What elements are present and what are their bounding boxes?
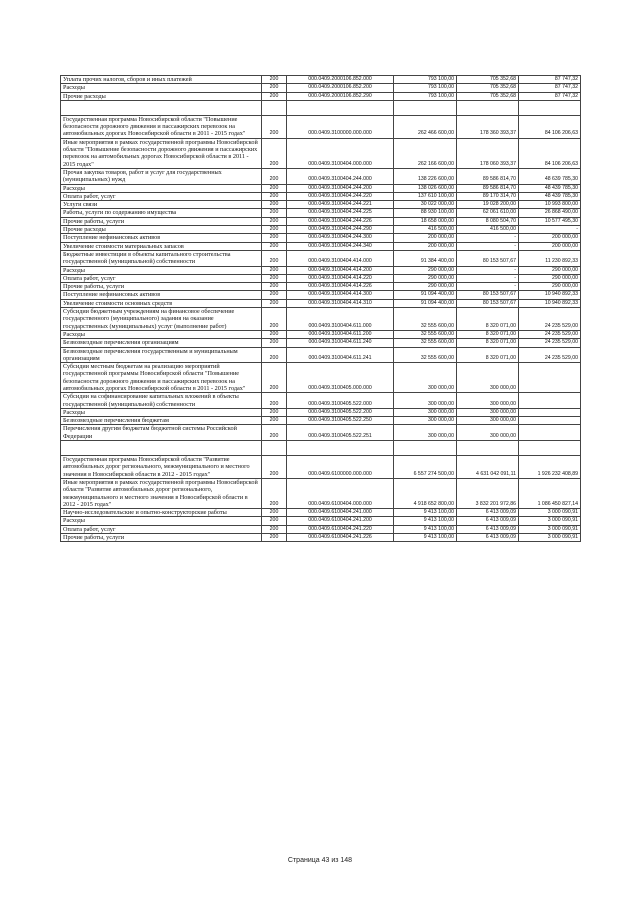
table-row: [61, 339, 581, 347]
row-amount-3-cell: 3 000 090,91: [519, 509, 581, 517]
row-amount-1-cell: 9 413 100,00: [394, 525, 457, 533]
row-amount-2-cell: -: [457, 242, 519, 250]
row-name-cell: Расходы: [61, 517, 262, 525]
row-amount-1-cell: 200 000,00: [394, 242, 457, 250]
row-amount-2-cell: 80 153 507,67: [457, 299, 519, 307]
row-amount-3-cell: 24 235 529,00: [519, 330, 581, 338]
row-code-cell: 000.0409.3100404.414.000: [287, 250, 394, 266]
row-kvsr-cell: 200: [262, 92, 287, 100]
row-amount-1-cell: 300 000,00: [394, 425, 457, 441]
row-name-cell: Безвозмездные перечисления бюджетам: [61, 417, 262, 425]
row-amount-2-cell: 89 586 814,70: [457, 184, 519, 192]
row-code-cell: 000.0409.3100404.244.200: [287, 184, 394, 192]
row-amount-2-cell: 3 832 201 972,86: [457, 478, 519, 508]
row-amount-2-cell: -: [457, 274, 519, 282]
row-amount-3-cell: [519, 100, 581, 115]
row-kvsr-cell: 200: [262, 115, 287, 138]
row-kvsr-cell: 200: [262, 299, 287, 307]
table-row: [61, 408, 581, 416]
row-kvsr-cell: 200: [262, 347, 287, 363]
row-name-cell: Прочие работы, услуги: [61, 217, 262, 225]
row-name-cell: Государственная программа Новосибирской области "Повышение безопасности дорожного движения и пассажирских перевозок на автомобильных дорогах Новосибирской области в 2011 - 2015 годах": [61, 115, 262, 138]
row-kvsr-cell: 200: [262, 184, 287, 192]
row-code-cell: 000.0409.6100000.000.000: [287, 456, 394, 479]
row-kvsr-cell: 200: [262, 283, 287, 291]
table-row: [61, 138, 581, 168]
row-amount-3-cell: 26 868 490,00: [519, 209, 581, 217]
row-name-cell: Расходы: [61, 408, 262, 416]
row-code-cell: 000.0409.2000106.852.290: [287, 92, 394, 100]
table-row: [61, 534, 581, 542]
row-name-cell: Субсидии бюджетным учреждениям на финансовое обеспечение государственного (муниципального) задания на оказание государственных (муниципальных) услуг (выполнение работ): [61, 308, 262, 331]
row-name-cell: Увеличение стоимости основных средств: [61, 299, 262, 307]
table-row: [61, 209, 581, 217]
row-amount-1-cell: 416 500,00: [394, 226, 457, 234]
row-amount-3-cell: 1 926 232 408,89: [519, 456, 581, 479]
row-kvsr-cell: 200: [262, 478, 287, 508]
row-amount-1-cell: 4 918 652 800,00: [394, 478, 457, 508]
row-amount-2-cell: -: [457, 234, 519, 242]
table-row: [61, 266, 581, 274]
row-name-cell: Оплата работ, услуг: [61, 274, 262, 282]
row-amount-2-cell: 705 352,68: [457, 84, 519, 92]
row-amount-1-cell: 32 555 600,00: [394, 339, 457, 347]
row-name-cell: Безвозмездные перечисления государственным и муниципальным организациям: [61, 347, 262, 363]
row-name-cell: Прочая закупка товаров, работ и услуг для государственных (муниципальных) нужд: [61, 168, 262, 184]
table-row: [61, 478, 581, 508]
table-row: [61, 274, 581, 282]
budget-table: [60, 75, 581, 542]
row-kvsr-cell: 200: [262, 330, 287, 338]
row-code-cell: 000.0409.3100404.244.000: [287, 168, 394, 184]
row-amount-1-cell: 91 094 400,00: [394, 299, 457, 307]
row-name-cell: [61, 100, 262, 115]
table-row: [61, 115, 581, 138]
row-amount-1-cell: 290 000,00: [394, 283, 457, 291]
table-row: [61, 234, 581, 242]
row-kvsr-cell: 200: [262, 534, 287, 542]
row-amount-1-cell: 32 555 600,00: [394, 347, 457, 363]
budget-table-body: [61, 76, 581, 542]
row-amount-2-cell: 6 413 009,09: [457, 534, 519, 542]
row-amount-3-cell: 1 086 450 827,14: [519, 478, 581, 508]
table-row: [61, 192, 581, 200]
row-code-cell: 000.0409.3100404.000.000: [287, 138, 394, 168]
row-code-cell: 000.0409.2000106.852.000: [287, 76, 394, 84]
row-amount-1-cell: 262 166 600,00: [394, 138, 457, 168]
table-row: [61, 441, 581, 456]
row-code-cell: 000.0409.6100404.241.220: [287, 525, 394, 533]
row-amount-2-cell: 300 000,00: [457, 408, 519, 416]
row-amount-2-cell: 705 352,68: [457, 76, 519, 84]
row-code-cell: 000.0409.3100404.244.226: [287, 217, 394, 225]
row-amount-2-cell: 62 061 610,00: [457, 209, 519, 217]
row-name-cell: Государственная программа Новосибирской области "Развитие автомобильных дорог регионального, межмуниципального и местного значения в Новосибирской области в 2012 - 2015 годах": [61, 456, 262, 479]
row-amount-2-cell: 80 153 507,67: [457, 250, 519, 266]
row-amount-2-cell: 178 060 393,37: [457, 138, 519, 168]
row-amount-2-cell: 6 413 009,09: [457, 517, 519, 525]
row-amount-3-cell: 200 000,00: [519, 234, 581, 242]
row-amount-2-cell: 300 000,00: [457, 363, 519, 393]
row-amount-1-cell: 138 226 600,00: [394, 168, 457, 184]
row-amount-3-cell: 200 000,00: [519, 242, 581, 250]
row-amount-1-cell: 30 022 000,00: [394, 201, 457, 209]
row-amount-3-cell: 48 439 785,30: [519, 184, 581, 192]
row-name-cell: [61, 441, 262, 456]
table-row: [61, 393, 581, 409]
row-amount-1-cell: 138 026 600,00: [394, 184, 457, 192]
table-row: [61, 417, 581, 425]
row-name-cell: Поступление нефинансовых активов: [61, 291, 262, 299]
row-kvsr-cell: 200: [262, 456, 287, 479]
table-row: [61, 250, 581, 266]
table-row: [61, 330, 581, 338]
row-code-cell: 000.0409.3100404.414.226: [287, 283, 394, 291]
row-amount-1-cell: 6 557 274 500,00: [394, 456, 457, 479]
row-amount-1-cell: 9 413 100,00: [394, 517, 457, 525]
row-name-cell: Безвозмездные перечисления организациям: [61, 339, 262, 347]
row-code-cell: 000.0409.3100404.414.200: [287, 266, 394, 274]
row-amount-3-cell: [519, 408, 581, 416]
row-amount-2-cell: 8 320 071,00: [457, 347, 519, 363]
row-code-cell: 000.0409.3100404.611.240: [287, 339, 394, 347]
row-name-cell: Иные мероприятия в рамках государственной программы Новосибирской области "Повышение безопасности дорожного движения и пассажирских перевозок на автомобильных дорогах Новосибирской области в 2011 - 2015 годах": [61, 138, 262, 168]
row-amount-3-cell: 84 106 206,63: [519, 115, 581, 138]
row-code-cell: 000.0409.3100404.414.220: [287, 274, 394, 282]
row-amount-3-cell: [519, 363, 581, 393]
row-name-cell: Расходы: [61, 266, 262, 274]
table-row: [61, 217, 581, 225]
row-amount-1-cell: 9 413 100,00: [394, 509, 457, 517]
row-code-cell: 000.0409.3100405.522.250: [287, 417, 394, 425]
row-amount-3-cell: 290 000,00: [519, 283, 581, 291]
row-kvsr-cell: 200: [262, 266, 287, 274]
row-code-cell: 000.0409.3100404.611.200: [287, 330, 394, 338]
row-code-cell: 000.0409.3100404.244.221: [287, 201, 394, 209]
row-amount-2-cell: 89 586 814,70: [457, 168, 519, 184]
row-code-cell: 000.0409.3100405.522.200: [287, 408, 394, 416]
row-name-cell: Субсидии местным бюджетам на реализацию мероприятий государственной программы Новосибирской области "Повышение безопасности дорожного движения и пассажирских перевозок на автомобильных дорогах Новосибирской области в 2011 - 2015 годах": [61, 363, 262, 393]
row-amount-3-cell: 290 000,00: [519, 274, 581, 282]
row-amount-2-cell: 300 000,00: [457, 417, 519, 425]
row-amount-2-cell: -: [457, 283, 519, 291]
row-kvsr-cell: 200: [262, 217, 287, 225]
row-amount-2-cell: 416 500,00: [457, 226, 519, 234]
table-row: [61, 242, 581, 250]
row-kvsr-cell: 200: [262, 393, 287, 409]
table-row: [61, 425, 581, 441]
row-name-cell: Оплата работ, услуг: [61, 525, 262, 533]
row-code-cell: 000.0409.6100404.000.000: [287, 478, 394, 508]
row-kvsr-cell: 200: [262, 209, 287, 217]
row-kvsr-cell: 200: [262, 250, 287, 266]
row-amount-3-cell: 87 747,32: [519, 84, 581, 92]
row-code-cell: 000.0409.6100404.241.000: [287, 509, 394, 517]
row-code-cell: 000.0409.3100404.244.220: [287, 192, 394, 200]
row-kvsr-cell: 200: [262, 234, 287, 242]
row-amount-3-cell: 290 000,00: [519, 266, 581, 274]
row-amount-3-cell: 87 747,32: [519, 76, 581, 84]
row-name-cell: Поступление нефинансовых активов: [61, 234, 262, 242]
row-kvsr-cell: [262, 100, 287, 115]
row-kvsr-cell: 200: [262, 517, 287, 525]
row-kvsr-cell: 200: [262, 192, 287, 200]
row-amount-1-cell: 32 555 600,00: [394, 308, 457, 331]
table-row: [61, 291, 581, 299]
row-kvsr-cell: 200: [262, 509, 287, 517]
row-amount-1-cell: 300 000,00: [394, 417, 457, 425]
row-code-cell: 000.0409.3100405.522.251: [287, 425, 394, 441]
row-amount-3-cell: -: [519, 226, 581, 234]
row-amount-3-cell: 48 639 785,30: [519, 168, 581, 184]
table-row: [61, 517, 581, 525]
row-amount-1-cell: [394, 441, 457, 456]
row-amount-1-cell: 290 000,00: [394, 274, 457, 282]
row-name-cell: Расходы: [61, 330, 262, 338]
row-amount-3-cell: 48 439 785,30: [519, 192, 581, 200]
row-kvsr-cell: 200: [262, 274, 287, 282]
row-name-cell: Оплата работ, услуг: [61, 192, 262, 200]
row-amount-1-cell: 290 000,00: [394, 266, 457, 274]
row-amount-1-cell: 18 658 000,00: [394, 217, 457, 225]
row-name-cell: Иные мероприятия в рамках государственной программы Новосибирской области "Развитие автомобильных дорог регионального, межмуниципального и местного значения в Новосибирской области в 2012 - 2015 годах": [61, 478, 262, 508]
row-name-cell: Перечисления другим бюджетам бюджетной системы Российской Федерации: [61, 425, 262, 441]
row-name-cell: Увеличение стоимости материальных запасов: [61, 242, 262, 250]
row-amount-2-cell: 300 000,00: [457, 425, 519, 441]
row-kvsr-cell: [262, 441, 287, 456]
row-code-cell: 000.0409.3100405.000.000: [287, 363, 394, 393]
table-row: [61, 363, 581, 393]
row-kvsr-cell: 200: [262, 408, 287, 416]
table-row: [61, 168, 581, 184]
row-name-cell: Уплата прочих налогов, сборов и иных платежей: [61, 76, 262, 84]
row-code-cell: 000.0409.3100404.244.300: [287, 234, 394, 242]
row-amount-1-cell: 793 100,00: [394, 92, 457, 100]
row-kvsr-cell: 200: [262, 242, 287, 250]
row-amount-1-cell: 300 000,00: [394, 408, 457, 416]
row-amount-3-cell: 10 940 892,33: [519, 299, 581, 307]
row-kvsr-cell: 200: [262, 226, 287, 234]
table-row: [61, 84, 581, 92]
row-kvsr-cell: 200: [262, 168, 287, 184]
row-name-cell: Научно-исследовательские и опытно-конструкторские работы: [61, 509, 262, 517]
row-kvsr-cell: 200: [262, 525, 287, 533]
row-amount-3-cell: 3 000 090,91: [519, 525, 581, 533]
page-number: Страница 43 из 148: [287, 857, 353, 864]
row-amount-1-cell: 91 094 400,00: [394, 291, 457, 299]
row-amount-3-cell: [519, 417, 581, 425]
row-amount-1-cell: 91 384 400,00: [394, 250, 457, 266]
row-name-cell: Расходы: [61, 84, 262, 92]
table-row: [61, 184, 581, 192]
row-code-cell: 000.0409.3100404.244.290: [287, 226, 394, 234]
row-amount-1-cell: 32 555 600,00: [394, 330, 457, 338]
row-amount-3-cell: 11 230 892,33: [519, 250, 581, 266]
row-kvsr-cell: 200: [262, 363, 287, 393]
table-row: [61, 92, 581, 100]
row-amount-1-cell: 88 930 100,00: [394, 209, 457, 217]
table-row: [61, 509, 581, 517]
row-kvsr-cell: 200: [262, 417, 287, 425]
row-name-cell: Прочие расходы: [61, 226, 262, 234]
row-amount-2-cell: [457, 441, 519, 456]
row-kvsr-cell: 200: [262, 291, 287, 299]
row-amount-3-cell: 24 235 529,00: [519, 308, 581, 331]
row-amount-1-cell: 793 100,00: [394, 76, 457, 84]
row-amount-3-cell: [519, 441, 581, 456]
row-amount-1-cell: 9 413 100,00: [394, 534, 457, 542]
row-amount-1-cell: 793 100,00: [394, 84, 457, 92]
row-kvsr-cell: 200: [262, 138, 287, 168]
row-amount-1-cell: 300 000,00: [394, 363, 457, 393]
table-row: [61, 308, 581, 331]
row-kvsr-cell: 200: [262, 84, 287, 92]
row-amount-2-cell: 19 028 200,00: [457, 201, 519, 209]
row-code-cell: 000.0409.3100404.244.340: [287, 242, 394, 250]
row-amount-2-cell: 8 320 071,00: [457, 330, 519, 338]
row-amount-2-cell: 6 413 009,09: [457, 525, 519, 533]
row-name-cell: Работы, услуги по содержанию имущества: [61, 209, 262, 217]
table-row: [61, 456, 581, 479]
row-code-cell: 000.0409.3100404.611.000: [287, 308, 394, 331]
row-code-cell: [287, 100, 394, 115]
row-code-cell: 000.0409.6100404.241.226: [287, 534, 394, 542]
table-row: [61, 201, 581, 209]
row-amount-3-cell: 84 106 206,63: [519, 138, 581, 168]
row-amount-2-cell: 8 320 071,00: [457, 339, 519, 347]
row-kvsr-cell: 200: [262, 308, 287, 331]
row-amount-2-cell: [457, 100, 519, 115]
row-amount-3-cell: 24 235 529,00: [519, 339, 581, 347]
row-amount-3-cell: [519, 425, 581, 441]
row-name-cell: Субсидии на софинансирование капитальных вложений в объекты государственной (муниципальной) собственности: [61, 393, 262, 409]
row-amount-2-cell: 178 360 393,37: [457, 115, 519, 138]
row-kvsr-cell: 200: [262, 425, 287, 441]
row-amount-1-cell: 137 610 100,00: [394, 192, 457, 200]
row-name-cell: Бюджетные инвестиции в объекты капитального строительства государственной (муниципальной) собственности: [61, 250, 262, 266]
row-amount-2-cell: -: [457, 266, 519, 274]
row-amount-2-cell: 705 352,68: [457, 92, 519, 100]
row-amount-3-cell: 10 577 495,30: [519, 217, 581, 225]
table-row: [61, 226, 581, 234]
row-code-cell: 000.0409.3100404.414.310: [287, 299, 394, 307]
row-kvsr-cell: 200: [262, 201, 287, 209]
row-amount-2-cell: 8 080 504,70: [457, 217, 519, 225]
row-kvsr-cell: 200: [262, 76, 287, 84]
row-amount-1-cell: 200 000,00: [394, 234, 457, 242]
row-code-cell: 000.0409.2000106.852.200: [287, 84, 394, 92]
row-code-cell: 000.0409.3100404.611.241: [287, 347, 394, 363]
row-name-cell: Прочие расходы: [61, 92, 262, 100]
row-code-cell: 000.0409.3100000.000.000: [287, 115, 394, 138]
row-code-cell: 000.0409.3100405.522.000: [287, 393, 394, 409]
row-code-cell: 000.0409.3100404.244.225: [287, 209, 394, 217]
row-amount-3-cell: [519, 393, 581, 409]
row-amount-2-cell: 4 631 042 091,11: [457, 456, 519, 479]
table-row: [61, 76, 581, 84]
table-row: [61, 525, 581, 533]
row-name-cell: Расходы: [61, 184, 262, 192]
row-amount-3-cell: 10 940 892,33: [519, 291, 581, 299]
row-code-cell: [287, 441, 394, 456]
row-amount-1-cell: 262 466 600,00: [394, 115, 457, 138]
row-code-cell: 000.0409.6100404.241.200: [287, 517, 394, 525]
row-kvsr-cell: 200: [262, 339, 287, 347]
row-amount-1-cell: 300 000,00: [394, 393, 457, 409]
row-amount-3-cell: 10 993 800,00: [519, 201, 581, 209]
row-name-cell: Услуги связи: [61, 201, 262, 209]
row-amount-3-cell: 3 000 090,91: [519, 517, 581, 525]
row-name-cell: Прочие работы, услуги: [61, 283, 262, 291]
row-amount-2-cell: 80 153 507,67: [457, 291, 519, 299]
table-row: [61, 100, 581, 115]
row-amount-2-cell: 6 413 009,09: [457, 509, 519, 517]
table-row: [61, 299, 581, 307]
row-amount-3-cell: 24 235 529,00: [519, 347, 581, 363]
row-amount-1-cell: [394, 100, 457, 115]
row-amount-2-cell: 89 170 314,70: [457, 192, 519, 200]
page-footer: [0, 857, 640, 864]
row-amount-2-cell: 300 000,00: [457, 393, 519, 409]
row-amount-2-cell: 8 320 071,00: [457, 308, 519, 331]
table-row: [61, 347, 581, 363]
table-row: [61, 283, 581, 291]
row-code-cell: 000.0409.3100404.414.300: [287, 291, 394, 299]
row-amount-3-cell: 3 000 090,91: [519, 534, 581, 542]
row-amount-3-cell: 87 747,32: [519, 92, 581, 100]
row-name-cell: Прочие работы, услуги: [61, 534, 262, 542]
